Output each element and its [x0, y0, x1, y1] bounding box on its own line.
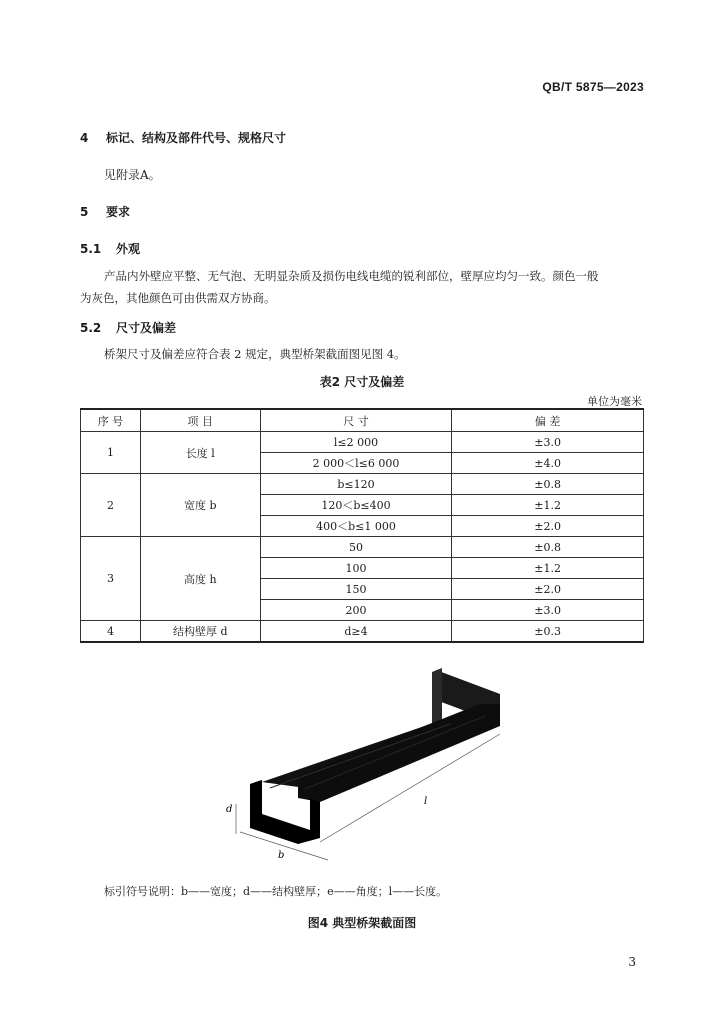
- label-l: l: [424, 796, 428, 807]
- section-4-title: 标记、结构及部件代号、规格尺寸: [106, 131, 287, 145]
- figure-legend: 标引符号说明：b——宽度；d——结构壁厚；e——角度；l——长度。: [104, 885, 448, 898]
- cell-size: b≤120: [260, 474, 452, 495]
- section-5-1-line-1: 产品内外壁应平整、无气泡、无明显杂质及损伤电线电缆的锐利部位，壁厚应均匀一致。颜色一般: [104, 269, 599, 283]
- cell-deviation: ±0.3: [452, 621, 644, 643]
- section-5-heading: [80, 203, 130, 220]
- section-5-2-heading: [80, 319, 176, 336]
- section-5-1-heading: [80, 240, 140, 257]
- tray-texture-line: [305, 716, 485, 789]
- table-caption: 表2 尺寸及偏差: [319, 375, 405, 389]
- label-b: b: [278, 850, 285, 861]
- cell-deviation: ±3.0: [452, 432, 644, 453]
- cell-item: 长度 l: [140, 432, 260, 474]
- table-unit: 单位为毫米: [587, 395, 642, 408]
- cell-no: 2: [81, 474, 141, 537]
- cell-deviation: ±4.0: [452, 453, 644, 474]
- cell-item: 结构壁厚 d: [140, 621, 260, 643]
- table-row: [81, 474, 644, 495]
- section-5-title: 要求: [106, 205, 131, 219]
- cell-deviation: ±3.0: [452, 600, 644, 621]
- section-5-2-title: 尺寸及偏差: [116, 321, 177, 335]
- section-5-1-number: 5.1: [80, 242, 102, 256]
- figure-caption: 图4 典型桥架截面图: [307, 916, 417, 930]
- cell-deviation: ±2.0: [452, 579, 644, 600]
- cell-deviation: ±0.8: [452, 537, 644, 558]
- standard-code: QB/T 5875—2023: [542, 80, 644, 94]
- cell-item: 宽度 b: [140, 474, 260, 537]
- table-row: [81, 432, 644, 453]
- section-5-1-title: 外观: [116, 242, 141, 256]
- dimensions-table: [80, 408, 644, 643]
- cell-no: 1: [81, 432, 141, 474]
- cell-item: 高度 h: [140, 537, 260, 621]
- section-5-1-line-2: 为灰色，其他颜色可由供需双方协商。: [80, 291, 276, 305]
- cell-size: d≥4: [260, 621, 452, 643]
- cell-size: 100: [260, 558, 452, 579]
- section-5-2-number: 5.2: [80, 321, 102, 335]
- header-size: 尺 寸: [260, 409, 452, 432]
- cell-size: 50: [260, 537, 452, 558]
- cell-no: 4: [81, 621, 141, 643]
- cell-size: 150: [260, 579, 452, 600]
- tray-far-wall: [432, 668, 442, 728]
- cell-size: 120＜b≤400: [260, 495, 452, 516]
- section-5-2-text: 桥架尺寸及偏差应符合表 2 规定，典型桥架截面图见图 4。: [104, 347, 406, 361]
- cell-deviation: ±1.2: [452, 558, 644, 579]
- page-number: 3: [628, 955, 636, 969]
- cell-no: 3: [81, 537, 141, 621]
- tray-near-wall: [298, 704, 500, 802]
- section-4-number: 4: [80, 131, 89, 145]
- label-d: d: [226, 804, 233, 815]
- header-item: 项 目: [140, 409, 260, 432]
- cell-size: 200: [260, 600, 452, 621]
- table-row: [81, 537, 644, 558]
- section-4-text: 见附录A。: [104, 168, 161, 182]
- cell-deviation: ±2.0: [452, 516, 644, 537]
- header-no: 序 号: [81, 409, 141, 432]
- cell-deviation: ±1.2: [452, 495, 644, 516]
- header-deviation: 偏 差: [452, 409, 644, 432]
- section-4-heading: [80, 129, 286, 146]
- section-5-number: 5: [80, 205, 89, 219]
- cell-size: l≤2 000: [260, 432, 452, 453]
- cell-deviation: ±0.8: [452, 474, 644, 495]
- cell-size: 400＜b≤1 000: [260, 516, 452, 537]
- cell-size: 2 000＜l≤6 000: [260, 453, 452, 474]
- table-row: [81, 621, 644, 643]
- cable-tray-figure: [210, 664, 510, 870]
- table-header-row: [81, 409, 644, 432]
